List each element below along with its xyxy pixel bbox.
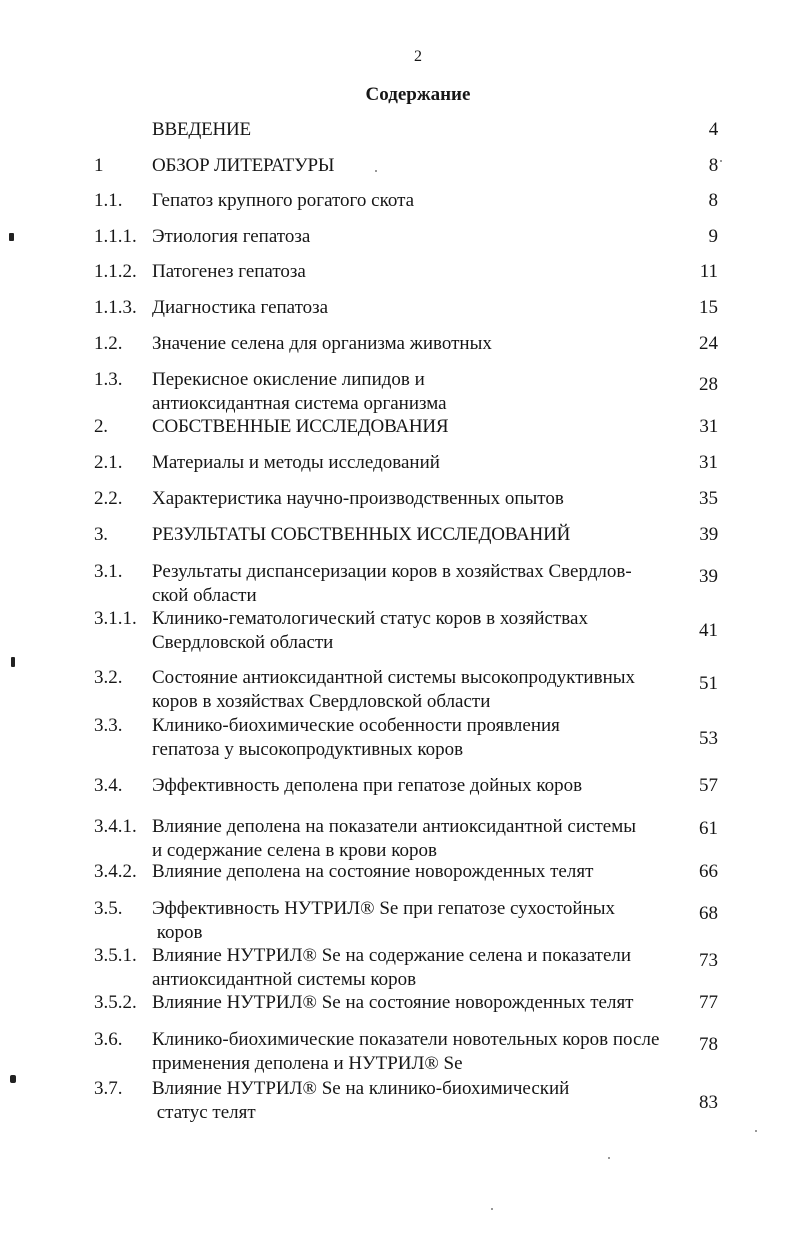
scan-speck: [491, 1208, 493, 1210]
toc-entry-number: 3.7.: [94, 1078, 123, 1099]
scan-speck: [375, 170, 377, 172]
toc-entry-title: Влияние деполена на показатели антиоксидантной системы и содержание селена в крови коров: [152, 816, 636, 861]
toc-entry-number: 3.1.1.: [94, 608, 137, 629]
toc-entry-page: 28: [699, 374, 718, 395]
toc-entry-title: Влияние НУТРИЛ® Se на состояние новорожденных телят: [152, 992, 634, 1013]
toc-entry-page: 41: [699, 620, 718, 641]
toc-entry-title: Перекисное окисление липидов и антиоксидантная система организма: [152, 369, 447, 414]
toc-entry-title: СОБСТВЕННЫЕ ИССЛЕДОВАНИЯ: [152, 416, 449, 437]
toc-entry-number: 3.5.: [94, 898, 123, 919]
scan-speck: [608, 1157, 610, 1159]
toc-entry-number: 3.4.1.: [94, 816, 137, 837]
toc-entry-page: 8: [708, 190, 718, 211]
toc-entry-number: 3.6.: [94, 1029, 123, 1050]
toc-entry-title: Материалы и методы исследований: [152, 452, 440, 473]
toc-entry-page: 35: [699, 488, 718, 509]
toc-entry-title: Влияние НУТРИЛ® Se на клинико-биохимический статус телят: [152, 1078, 570, 1123]
toc-entry-title: Клинико-биохимические показатели новотельных коров после применения деполена и НУТРИЛ® Se: [152, 1029, 660, 1074]
toc-entry-page: 61: [699, 818, 718, 839]
toc-entry-title: Диагностика гепатоза: [152, 297, 329, 318]
toc-entry-number: 1.1.: [94, 190, 123, 211]
toc-entry-page: 11: [699, 261, 718, 282]
toc-entry-number: 1.2.: [94, 333, 123, 354]
toc-entry-page: 73: [699, 950, 718, 971]
toc-entry-number: 3.4.: [94, 775, 123, 796]
toc-entry-page: 4: [708, 119, 718, 140]
toc-entry-page: 51: [699, 673, 718, 694]
toc-entry-page: 83: [699, 1092, 718, 1113]
toc-entry-title: Эффективность деполена при гепатозе дойных коров: [152, 775, 583, 796]
scan-artifact: [10, 1075, 16, 1083]
toc-entry-number: 3.4.2.: [94, 861, 137, 882]
toc-entry-page: 39: [699, 524, 718, 545]
toc-entry-title: Характеристика научно-производственных опытов: [152, 488, 564, 509]
toc-entry-number: 1.1.2.: [94, 261, 137, 282]
toc-entry-page: 15: [699, 297, 718, 318]
toc-entry-page: 68: [699, 903, 718, 924]
toc-entry-title: Результаты диспансеризации коров в хозяйствах Свердлов- ской области: [152, 561, 632, 606]
toc-entry-page: 57: [699, 775, 718, 796]
toc-entry-page: 78: [699, 1034, 718, 1055]
page-title: Содержание: [365, 84, 471, 105]
toc-entry-number: 1.1.1.: [94, 226, 137, 247]
toc-entry-title: ВВЕДЕНИЕ: [152, 119, 251, 140]
toc-entry-page: 24: [699, 333, 718, 354]
scan-speck: [720, 160, 722, 162]
toc-entry-title: РЕЗУЛЬТАТЫ СОБСТВЕННЫХ ИССЛЕДОВАНИЙ: [152, 524, 571, 545]
toc-entry-number: 3.3.: [94, 715, 123, 736]
toc-entry-page: 53: [699, 728, 718, 749]
toc-entry-title: Этиология гепатоза: [152, 226, 311, 247]
toc-entry-page: 39: [699, 566, 718, 587]
toc-entry-page: 31: [699, 452, 718, 473]
toc-entry-title: Патогенез гепатоза: [152, 261, 306, 282]
toc-entry-number: 2.2.: [94, 488, 123, 509]
toc-entry-page: 31: [699, 416, 718, 437]
toc-entry-title: ОБЗОР ЛИТЕРАТУРЫ: [152, 155, 335, 176]
toc-entry-number: 3.5.1.: [94, 945, 137, 966]
scan-artifact: [9, 233, 14, 241]
toc-entry-page: 9: [708, 226, 718, 247]
toc-entry-number: 3.1.: [94, 561, 123, 582]
toc-entry-title: Влияние НУТРИЛ® Se на содержание селена и показатели антиоксидантной системы коров: [152, 945, 632, 990]
toc-entry-title: Влияние деполена на состояние новорожденных телят: [152, 861, 594, 882]
scan-artifact: [11, 657, 15, 667]
toc-entry-number: 2.: [94, 416, 108, 437]
toc-entry-number: 2.1.: [94, 452, 123, 473]
toc-entry-page: 66: [699, 861, 718, 882]
toc-entry-number: 1.3.: [94, 369, 123, 390]
scan-speck: [755, 1130, 757, 1132]
toc-entry-number: 3.5.2.: [94, 992, 137, 1013]
page-number: 2: [414, 48, 422, 65]
toc-entry-number: 1.1.3.: [94, 297, 137, 318]
toc-entry-number: 3.: [94, 524, 108, 545]
toc-entry-title: Эффективность НУТРИЛ® Se при гепатозе сухостойных коров: [152, 898, 616, 943]
toc-entry-page: 77: [699, 992, 718, 1013]
toc-entry-title: Значение селена для организма животных: [152, 333, 492, 354]
toc-entry-page: 8: [708, 155, 718, 176]
toc-entry-number: 3.2.: [94, 667, 123, 688]
toc-entry-title: Клинико-биохимические особенности проявления гепатоза у высокопродуктивных коров: [152, 715, 560, 760]
toc-entry-title: Клинико-гематологический статус коров в хозяйствах Свердловской области: [152, 608, 588, 653]
toc-entry-title: Гепатоз крупного рогатого скота: [152, 190, 415, 211]
toc-entry-title: Состояние антиоксидантной системы высокопродуктивных коров в хозяйствах Свердловской области: [152, 667, 636, 712]
toc-entry-number: 1: [94, 155, 104, 176]
